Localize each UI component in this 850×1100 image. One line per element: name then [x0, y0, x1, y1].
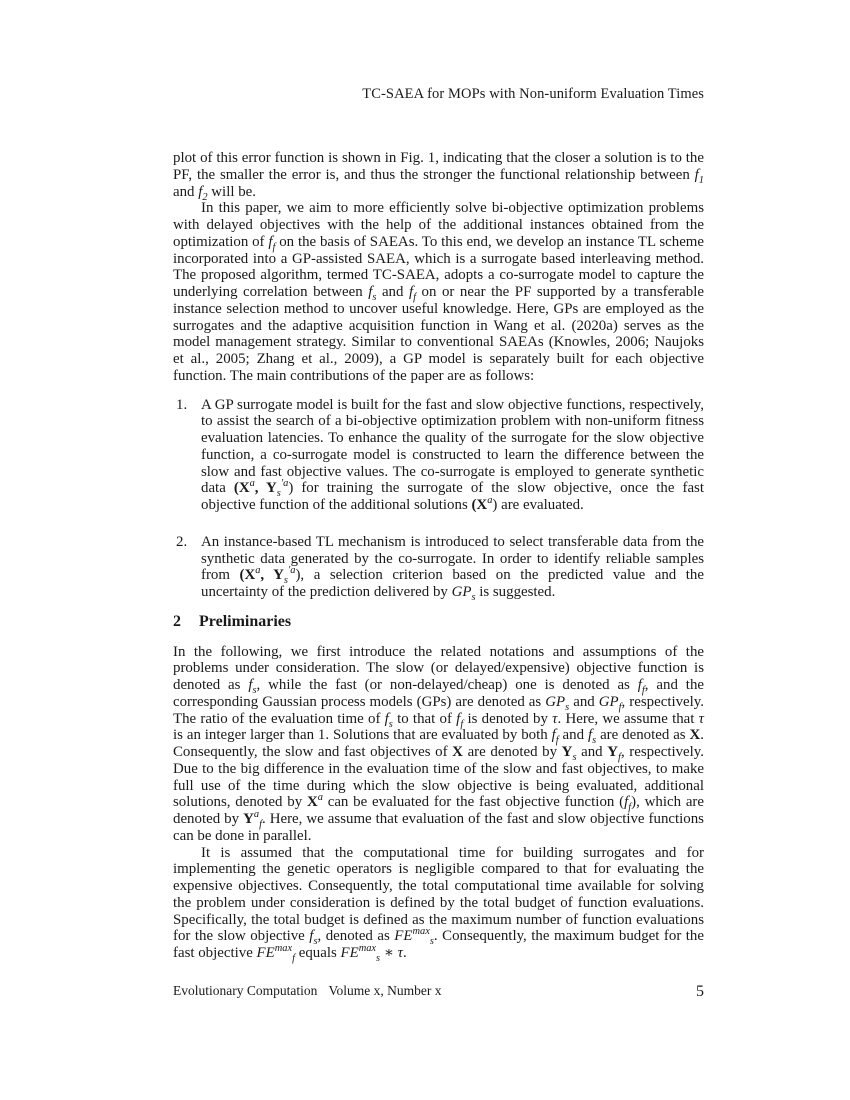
list-item: 1. A GP surrogate model is built for the fast and slow objective functions, respectively, to assist the search of a bi-objective optimization problem with non-uniform fitness evaluation latencies. To enhance the quality of the surrogate for the slow objective function, a co-surrogate model is constructed to learn the difference between the slow and fast objective values. The co-surrogate is employed to generate synthetic data ($X^a$, $Y_s^{'a}$) for training the surrogate of the slow objective, once the fast objective function of the additional solutions $(X^a)$ are evaluated. — [176, 396, 704, 513]
paragraph: In this paper, we aim to more efficiently solve bi-objective optimization problems with delayed objectives with the help of the additional instances obtained from the optimization of $f_f$ on the basis of SAEAs. To this end, we develop an instance TL scheme incorporated into a GP-assisted SAEA, which is a surrogate based interleaving method. The proposed algorithm, termed TC-SAEA, adopts a co-surrogate model to capture the underlying correlation between $f_s$ and $f_f$ on or near the PF supported by a transferable instance selection method to uncover useful knowledge. Here, GPs are employed as the surrogates and the adaptive acquisition function in Wang et al. (2020a) serves as the model management strategy. Similar to conventional SAEAs (Knowles, 2006; Naujoks et al., 2005; Zhang et al., 2009), a GP model is separately built for each objective function. The main contributions of the paper are as follows: — [173, 200, 704, 384]
section-heading: 2 Preliminaries — [173, 612, 292, 630]
running-header: TC-SAEA for MOPs with Non-uniform Evaluation Times — [362, 86, 704, 102]
journal-volume: Volume x, Number x — [328, 983, 442, 998]
page-footer — [173, 983, 704, 1001]
journal-info — [173, 983, 450, 1001]
paragraph: In the following, we first introduce the related notations and assumptions of the problems under consideration. The slow (or delayed/expensive) objective function is denoted as $f_s$, while the fast (or non-delayed/cheap) one is denoted as $f_f$, and the corresponding Gaussian process models (GPs) are denoted as $GP_s$ and $GP_f$, respectively. The ratio of the evaluation time of $f_s$ to that of $f_f$ is denoted by τ. Here, we assume that τ is an integer larger than 1. Solutions that are evaluated by both $f_f$ and $f_s$ are denoted as X. Consequently, the slow and fast objectives of X are denoted by $Y_s$ and $Y_f$, respectively. Due to the big difference in the evaluation time of the slow and fast objectives, to make full use of the time during which the slow objective is being evaluated, additional solutions, denoted by $X^a$ can be evaluated for the fast objective function $(f_f)$, which are denoted by $Y^a_f$. Here, we assume that evaluation of the fast and slow objective functions can be done in parallel. — [173, 643, 705, 844]
main-text — [173, 150, 704, 962]
page-number: 5 — [696, 983, 704, 1000]
list-item: 2. An instance-based TL mechanism is introduced to select transferable data from the synthetic data generated by the co-surrogate. In order to identify reliable samples from ($X^a$, $Y_s^{'a}$), a selection criterion based on the predicted value and the uncertainty of the prediction delivered by $GP_s$ is suggested. — [176, 533, 704, 603]
paragraph: It is assumed that the computational time for building surrogates and for implementing the genetic operators is negligible compared to that for evaluating the expensive objectives. Consequently, the total computational time available for solving the problem under consideration is defined by the total budget of function evaluations. Specifically, the total budget is defined as the maximum number of function evaluations for the slow objective $f_s$, denoted as $FE^{max}_s$. Consequently, the maximum budget for the fast objective $FE^{max}_f$ equals $FE^{max}_s$ ∗ τ. — [173, 844, 704, 964]
contributions-list — [173, 397, 704, 601]
paragraph: plot of this error function is shown in Fig. 1, indicating that the closer a solution is to the PF, the smaller the error is, and thus the stronger the functional relationship between $f_1$ and $f_2$ will be. — [173, 150, 704, 203]
journal-name: Evolutionary Computation — [173, 983, 318, 998]
